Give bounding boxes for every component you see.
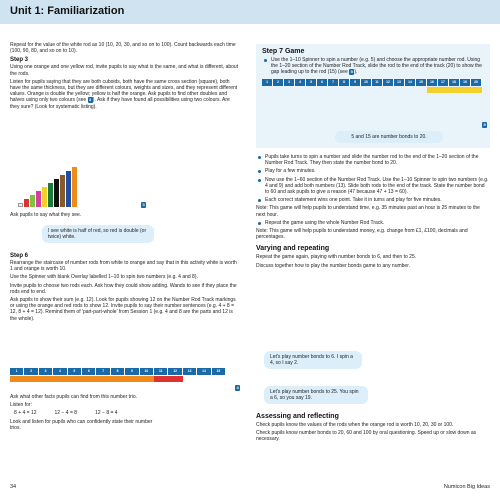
figure-4-badge: 4 bbox=[236, 385, 239, 390]
ask-text: Ask pupils to say what they see. bbox=[10, 212, 82, 218]
rods-on-track bbox=[262, 87, 482, 93]
track-cell: 3 bbox=[284, 79, 295, 86]
track-cell: 14 bbox=[197, 368, 211, 375]
speech-bubble-3: Let's play number bonds to 6. I spin a 4, so I say 2. bbox=[264, 351, 362, 369]
track-cell: 11 bbox=[372, 79, 383, 86]
facts-section bbox=[10, 394, 240, 433]
figure-3-badge: 3 bbox=[142, 202, 145, 207]
fact-3: 12 − 8 = 4 bbox=[95, 410, 118, 417]
fact-1: 8 + 4 = 12 bbox=[14, 410, 37, 417]
track-cell: 15 bbox=[416, 79, 427, 86]
note-time: Note: This game will help pupils to understand time, e.g. 35 minutes past an hour is 25 minutes to the next hour. bbox=[256, 205, 480, 218]
step7-bullet: Use the 1–10 Spinner to spin a number (e.g. 5) and choose the appropriate number rod. Using the 1–20 section of the Number Rod Track, slide the rod to the end of the track (20) to show the gap leading up to the rod (15) (see 5 ). bbox=[262, 57, 484, 76]
step7-list bbox=[262, 57, 484, 76]
track-cell: 8 bbox=[339, 79, 350, 86]
step6-paragraph-1: Rearrange the staircase of number rods from white to orange and say that in this activity white is worth 1 and orange is worth 10. bbox=[10, 260, 237, 273]
game-rules-list bbox=[256, 154, 490, 203]
number-track bbox=[10, 368, 226, 375]
track-cell: 10 bbox=[140, 368, 154, 375]
step7-rules bbox=[256, 154, 490, 271]
track-cell: 11 bbox=[154, 368, 168, 375]
rod bbox=[18, 203, 23, 207]
track-cell: 9 bbox=[125, 368, 139, 375]
figure-ref-badge: 3 bbox=[89, 97, 92, 103]
rod-staircase-figure bbox=[18, 167, 80, 207]
figure-ref-badge: 5 bbox=[350, 69, 353, 75]
track-cell: 7 bbox=[328, 79, 339, 86]
track-cell: 4 bbox=[53, 368, 67, 375]
track-cell: 20 bbox=[471, 79, 482, 86]
fact-2: 12 − 4 = 8 bbox=[54, 410, 78, 417]
track-cell: 4 bbox=[295, 79, 306, 86]
page-number: 34 bbox=[10, 484, 17, 490]
step7-content bbox=[262, 47, 484, 93]
track-cell: 13 bbox=[183, 368, 197, 375]
track-cell: 13 bbox=[394, 79, 405, 86]
assess-heading: Assessing and reflecting bbox=[256, 413, 339, 420]
rod bbox=[54, 179, 59, 207]
rule-bullet: Pupils take turns to spin a number and slide the number rod to the end of the 1–20 section of the Number Rod Track. They then state the number bond to 20. bbox=[256, 154, 490, 166]
look-listen-text: Look and listen for pupils who can confidently state their number trios. bbox=[10, 418, 153, 431]
page-header bbox=[0, 0, 500, 24]
number-track-figure-4 bbox=[10, 368, 226, 382]
step6-heading: Step 6 bbox=[10, 253, 29, 259]
rod bbox=[66, 171, 71, 207]
speech-bubble-2: 5 and 15 are number bonds to 20. bbox=[335, 131, 443, 143]
track-cell: 16 bbox=[427, 79, 438, 86]
rod bbox=[72, 167, 77, 207]
track-cell: 14 bbox=[405, 79, 416, 86]
track-cell: 17 bbox=[438, 79, 449, 86]
step6-section bbox=[10, 250, 240, 324]
yellow-rod bbox=[427, 87, 482, 93]
track-cell: 5 bbox=[68, 368, 82, 375]
track-cell: 6 bbox=[82, 368, 96, 375]
track-cell: 12 bbox=[168, 368, 182, 375]
varying-paragraph-2: Discuss together how to play the number bonds game to any number. bbox=[256, 262, 410, 269]
intro-text: Repeat for the value of the white rod as 10 (10, 20, 30, and so on to 100). Count backwards each time (100, 90, 80, and so on to 10). bbox=[10, 42, 236, 55]
track-cell: 15 bbox=[212, 368, 226, 375]
step3-heading: Step 3 bbox=[10, 57, 29, 64]
rod bbox=[24, 199, 29, 207]
figure-5-badge: 5 bbox=[483, 122, 486, 127]
note-money: Note: This game will help pupils to understand money, e.g. change from £1, £100, decimals and percentages. bbox=[256, 228, 468, 241]
track-cell: 1 bbox=[10, 368, 24, 375]
track-cell: 2 bbox=[273, 79, 284, 86]
varying-heading: Varying and repeating bbox=[256, 245, 330, 253]
orange-rod bbox=[10, 376, 154, 382]
speech-bubble-4: Let's play number bonds to 25. You spin a 6, so you say 19. bbox=[264, 386, 368, 404]
track-cell: 7 bbox=[96, 368, 110, 375]
track-cell: 19 bbox=[460, 79, 471, 86]
step6-paragraph-3: Invite pupils to choose two rods each. Ask how they could show adding. Wands to see if they place the rods end to end. bbox=[10, 282, 237, 295]
track-cell: 3 bbox=[39, 368, 53, 375]
track-cell: 6 bbox=[317, 79, 328, 86]
track-cell: 2 bbox=[24, 368, 38, 375]
rod bbox=[42, 187, 47, 207]
number-track-figure-5 bbox=[262, 79, 482, 93]
ask-facts-text: Ask what other facts pupils can find from this number trio. bbox=[10, 394, 137, 400]
track-cell: 1 bbox=[262, 79, 273, 86]
track-cell: 5 bbox=[306, 79, 317, 86]
step3-paragraph-1: Using one orange and one yellow rod, invite pupils to say what is the same, and what is different, about the rods. bbox=[10, 64, 239, 77]
rule-bullet: Now use the 1–60 section of the Number Rod Track. Use the 1–10 Spinner to spin two numbers (e.g. 4 and 9) and add both numbers (13). Slide both rods to the end of the track. State the number bond to 60 and ask pupils to give a reason (47 because 47 + 13 = 60). bbox=[256, 177, 490, 196]
rod bbox=[36, 191, 41, 207]
rod bbox=[30, 195, 35, 207]
rule-bullet: Repeat the game using the whole Number Rod Track. bbox=[256, 220, 490, 226]
rod bbox=[48, 183, 53, 207]
facts-row bbox=[10, 410, 240, 416]
track-cell: 10 bbox=[361, 79, 372, 86]
rule-bullet: Each correct statement wins one point. Take it in turns and play for five minutes. bbox=[256, 197, 490, 203]
repeat-list bbox=[256, 220, 490, 226]
step7-heading: Step 7 Game bbox=[262, 48, 305, 55]
left-column bbox=[10, 42, 240, 112]
rods-on-track bbox=[10, 376, 226, 382]
assess-paragraph-1: Check pupils know the values of the rods when the orange rod is worth 10, 20, 30 or 100. bbox=[256, 422, 454, 428]
assess-paragraph-2: Check pupils know number bonds to 20, 60 and 100 by oral questioning. Speed up or slow down as necessary. bbox=[256, 430, 477, 443]
rod bbox=[60, 175, 65, 207]
assess-section bbox=[256, 408, 490, 445]
rule-bullet: Play for a few minutes. bbox=[256, 168, 490, 174]
red-rod bbox=[154, 376, 183, 382]
step6-paragraph-4: Ask pupils to show their sum (e.g. 12). Look for pupils showing 12 on the Number Rod Track markings or using the orange and red rods to show 12. Invite pupils to say their number sentences (e.g. 4 + 8 = 12, 8 + 4 = 12). Remind them of 'part-part-whole' from Session 1 (e.g. 4 and 8 are the parts and 12 is the whole). bbox=[10, 297, 236, 322]
varying-paragraph-1: Repeat the game again, playing with number bonds to 6, and then to 25. bbox=[256, 254, 417, 261]
track-cell: 18 bbox=[449, 79, 460, 86]
listen-for-text: Listen for: bbox=[10, 402, 32, 409]
track-cell: 9 bbox=[350, 79, 361, 86]
speech-bubble-1: I see white is half of red, so red is double (or twice) white. bbox=[42, 225, 154, 243]
step3-paragraph-2: Listen for pupils saying that they are both cuboids, both have the same cross section (square), both have the same thickness, but they are different colours, weights and sizes, and they represent different values. Orange is double the yellow; yellow is half the orange. Ask pupils to find other doubles and halves using only two colours (see 3 ). Ask if they have found all possibilities using two colours. Are they sure? (Look for systematic listing). bbox=[10, 78, 238, 110]
footer-title: Numicon Big Ideas bbox=[443, 484, 490, 490]
step6-paragraph-2: Use the Spinner with blank Overlay labelled 1–10 to spin two numbers (e.g. 4 and 8). bbox=[10, 274, 198, 281]
track-cell: 8 bbox=[111, 368, 125, 375]
track-cell: 12 bbox=[383, 79, 394, 86]
page-title: Unit 1: Familiarization bbox=[10, 5, 125, 17]
number-track bbox=[262, 79, 482, 86]
